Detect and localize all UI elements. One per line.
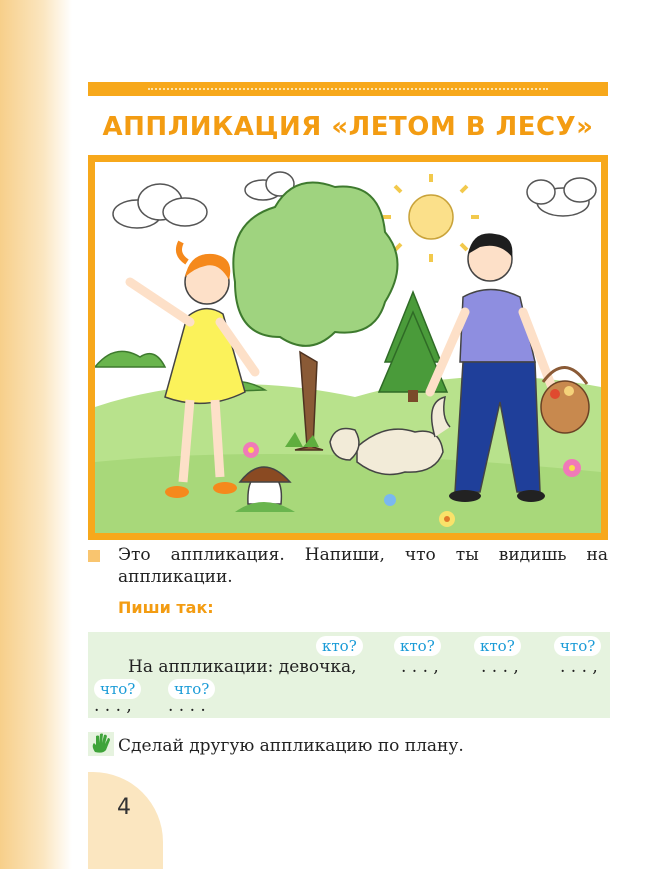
page-title: АППЛИКАЦИЯ «ЛЕТОМ В ЛЕСУ»	[102, 112, 594, 142]
hint-what-2: что?	[94, 679, 141, 699]
page-corner	[88, 772, 163, 869]
write-label: Пиши так:	[118, 598, 214, 617]
sample-dots-2: . . . ,	[481, 657, 519, 677]
sample-line-start: На аппликации: девочка,	[128, 657, 357, 677]
instruction-text: Сделай другую аппликацию по плану.	[118, 736, 464, 756]
task-text: Это аппликация. Напиши, что ты видишь на аппликации.	[118, 545, 608, 587]
sample-dots-5: . . . .	[168, 696, 206, 716]
sample-box	[88, 632, 610, 718]
hint-who-2: кто?	[394, 636, 441, 656]
hint-what-3: что?	[168, 679, 215, 699]
sample-dots-3: . . . ,	[560, 657, 598, 677]
page-number: 4	[117, 795, 131, 820]
sample-dots-1: . . . ,	[401, 657, 439, 677]
hint-who-3: кто?	[474, 636, 521, 656]
hint-who-1: кто?	[316, 636, 363, 656]
square-bullet-icon	[88, 550, 100, 562]
illustration	[88, 155, 608, 540]
sample-dots-4: . . . ,	[94, 696, 132, 716]
forest-scene-image	[95, 162, 601, 533]
hand-icon	[88, 732, 114, 756]
header-bar	[88, 82, 608, 96]
hint-what-1: что?	[554, 636, 601, 656]
page-side-band	[0, 0, 72, 869]
